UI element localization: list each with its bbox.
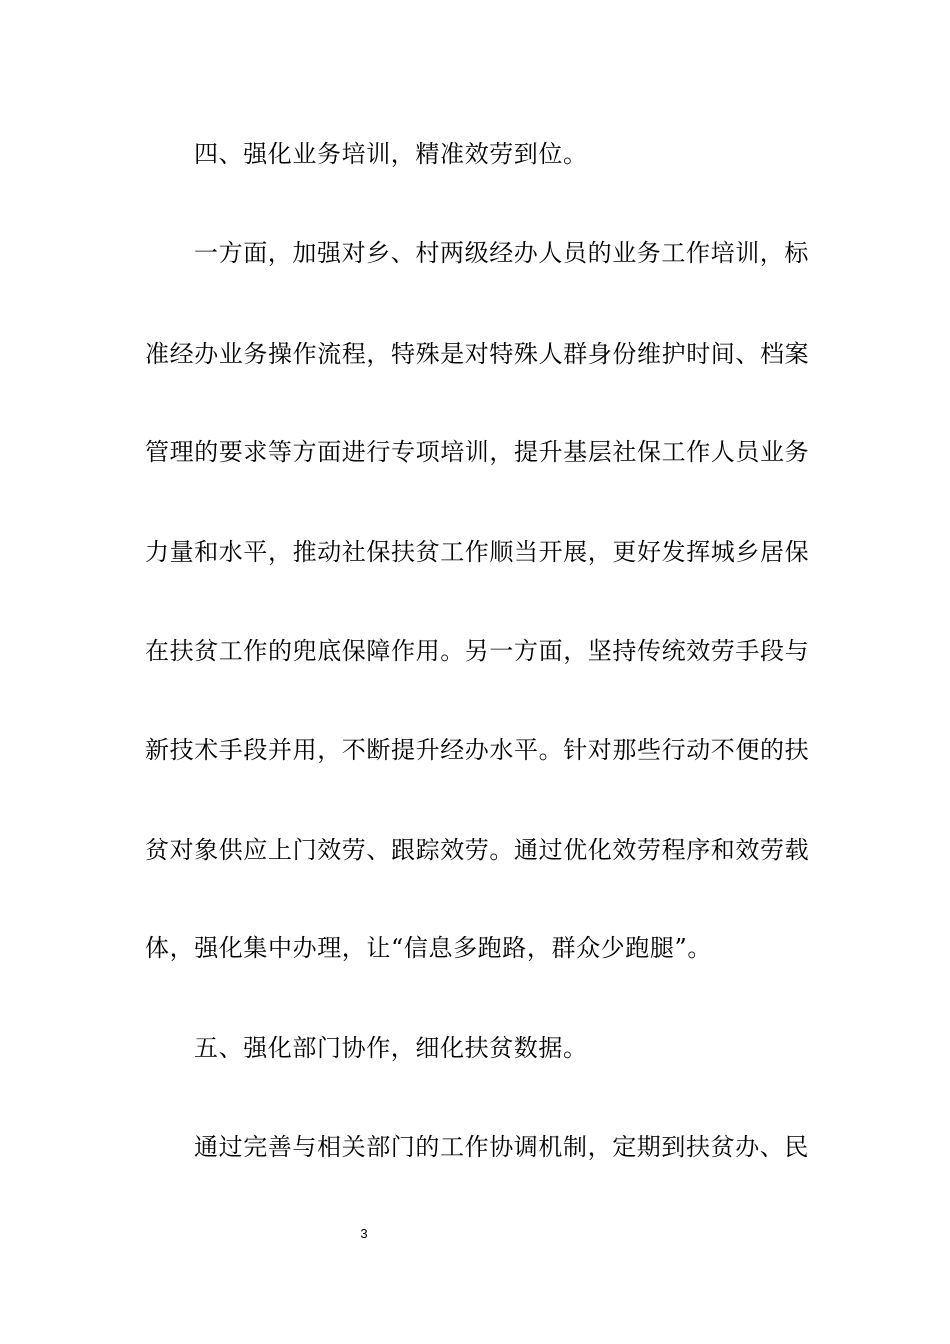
section-heading-five: 五、强化部门协作，细化扶贫数据。	[194, 1034, 588, 1062]
paragraph-line: 力量和水平，推动社保扶贫工作顺当开展，更好发挥城乡居保	[145, 538, 810, 566]
page-number: 3	[360, 1226, 368, 1241]
paragraph-line: 贫对象供应上门效劳、跟踪效劳。通过优化效劳程序和效劳载	[145, 836, 810, 864]
paragraph-line: 体，强化集中办理，让“信息多跑路，群众少跑腿”。	[145, 934, 712, 962]
paragraph-line: 在扶贫工作的兜底保障作用。另一方面，坚持传统效劳手段与	[145, 637, 810, 665]
paragraph-line: 通过完善与相关部门的工作协调机制，定期到扶贫办、民	[194, 1133, 809, 1161]
paragraph-line: 一方面，加强对乡、村两级经办人员的业务工作培训，标	[194, 239, 809, 267]
paragraph-line: 管理的要求等方面进行专项培训，提升基层社保工作人员业务	[145, 438, 810, 466]
paragraph-line: 新技术手段并用，不断提升经办水平。针对那些行动不便的扶	[145, 736, 810, 764]
section-heading-four: 四、强化业务培训，精准效劳到位。	[194, 140, 588, 168]
paragraph-line: 准经办业务操作流程，特殊是对特殊人群身份维护时间、档案	[145, 340, 810, 368]
